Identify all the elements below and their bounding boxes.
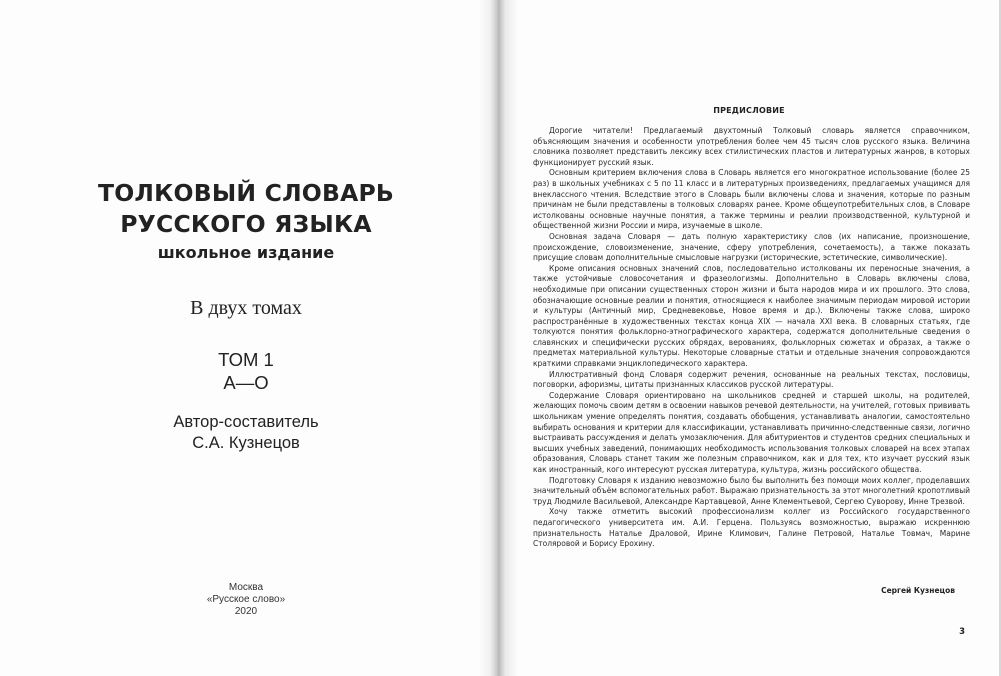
preface-paragraph: Кроме описания основных значений слов, последовательно истолкованы их переносные значения, а также устойчивые словосочетания и фразеологизмы. Дополнительно в Словарь включены слова, необходимые при описании существенных сторон жизни и быта народов мира и их прошлого. Это слова, обозначающие основные реалии и понятия, относящиеся к наиболее значимым периодам мировой истории и культуры (Античный мир, Средневековье, Новое время и др.). Включены также слова, широко распространённые в художественных текстах конца XIX — начала XXI века. В словарных статьях, где толкуются понятия фольклорно-этнографического характера, содержатся дополнительные сведения о славянских и специфически русских обрядах, верованиях, фольклорных сюжетах и образах, а также о предметах материальной культуры. Некоторые словарные статьи и отдельные значения сопровождаются краткими справками энциклопедического характера.	[533, 263, 970, 369]
preface-heading	[503, 106, 1001, 115]
letter-range: А—О	[223, 372, 269, 393]
volumes-note: В двух томах	[190, 297, 302, 319]
imprint-city: Москва	[228, 582, 264, 593]
imprint	[160, 582, 332, 618]
author-role: Автор-составитель	[173, 413, 319, 431]
book-title-line-2: РУССКОГО ЯЗЫКА	[120, 210, 372, 238]
preface-paragraph: Содержание Словаря ориентировано на школьников средней и старшей школы, на родителей, желающих помочь своим детям в освоении навыков речевой деятельности, на учителей, готовых прививать школьникам умение определять понятия, создавать обобщения, устанавливать аналогии, самостоятельно выбирать основания и критерии для классификации, устанавливать причинно-следственные связи, логично выстраивать рассуждения и делать умозаключения. Для абитуриентов и студентов средних специальных и высших учебных заведений, понимающих необходимость использования толковых словарей на всех этапах образования, Словарь станет таким же полезным справочником, как и для тех, кто изучает русский язык как иностранный, кого интересуют русская литература, культура, жизнь российского общества.	[533, 390, 970, 474]
title-block	[60, 178, 432, 454]
preface-signature: Сергей Кузнецов	[881, 586, 955, 595]
preface-paragraph: Подготовку Словаря к изданию невозможно было бы выполнить без помощи моих коллег, проделавших значительный объём вспомогательных работ. Выражаю признательность за этот многолетний кропотливый труд Людмиле Васильевой, Александре Картавцевой, Анне Клементьевой, Сергею Суворову, Инне Трезвой.	[533, 475, 970, 506]
book-title-line-1: ТОЛКОВЫЙ СЛОВАРЬ	[98, 179, 394, 207]
preface-paragraph: Основным критерием включения слова в Словарь является его многократное использование (более 25 раз) в школьных учебниках с 5 по 11 класс и в литературных произведениях, предлагаемых учащимся для внеклассного чтения. Вследствие этого в Словарь были включены слова и значения, которые по разным причинам не были представлены в толковых словарях ранее. Кроме общеупотребительных слов, в Словаре истолкованы основные научные понятия, а также термины и реалии производственной, культурной и общественной жизни России и мира, изучаемые в школе.	[533, 168, 970, 231]
imprint-publisher: «Русское слово»	[206, 594, 286, 605]
imprint-year: 2020	[234, 606, 258, 617]
preface-heading-text: ПРЕДИСЛОВИЕ	[713, 106, 785, 115]
title-page	[0, 0, 492, 676]
volume-number: ТОМ 1	[218, 349, 274, 370]
preface-body	[533, 126, 970, 550]
page-number: 3	[959, 627, 965, 637]
preface-paragraph: Хочу также отметить высокий профессионализм коллег из Российского государственного педагогического университета им. А.И. Герцена. Пользуясь возможностью, выражаю искреннюю признательность Наталье Драловой, Ирине Климович, Галине Петровой, Наталье Товмач, Марине Столяровой и Борису Ерохину.	[533, 507, 970, 549]
book-subtitle: школьное издание	[157, 243, 335, 262]
book-gutter	[478, 0, 518, 676]
preface-page	[503, 0, 1001, 676]
preface-paragraph: Основная задача Словаря — дать полную характеристику слов (их написание, произношение, происхождение, словоизменение, значение, сферу употребления, сочетаемость), а также показать присущие словам дополнительные смысловые нагрузки (исторические, эстетические, символические).	[533, 231, 970, 263]
preface-paragraph: Иллюстративный фонд Словаря содержит речения, основанные на реальных текстах, пословицы, поговорки, афоризмы, цитаты признанных классиков русской литературы.	[533, 369, 970, 390]
author-name: С.А. Кузнецов	[192, 434, 300, 452]
preface-paragraph: Дорогие читатели! Предлагаемый двухтомный Толковый словарь является справочником, объясняющим значения и особенности употребления более чем 45 тысяч слов русского языка. Величина словника позволяет представить лексику всех стилистических пластов и литературных жанров, в которых функционирует русский язык.	[533, 126, 970, 167]
